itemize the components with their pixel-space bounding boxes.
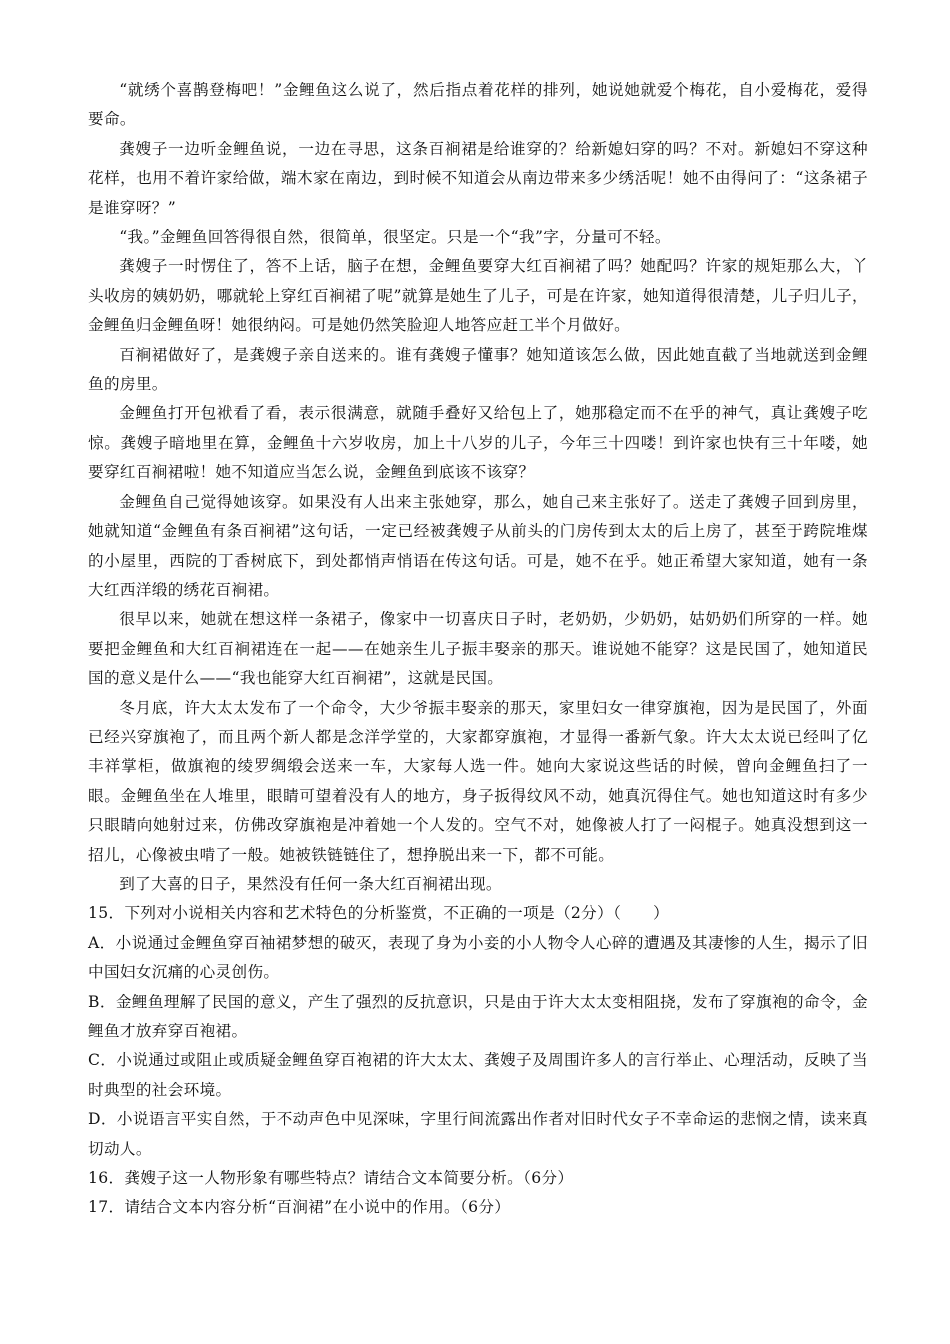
story-paragraph: 很早以来，她就在想这样一条裙子，像家中一切喜庆日子时，老奶奶，少奶奶，姑奶奶们所穿的一样。她要把金鲤鱼和大红百裥裙连在一起——在她亲生儿子振丰娶亲的那天。谁说她不能穿？这是民国了，她知道民国的意义是什么——“我也能穿大红百裥裙”，这就是民国。 [88,610,868,688]
story-paragraph: 龚嫂子一时愣住了，答不上话，脑子在想，金鲤鱼要穿大红百裥裙了吗？她配吗？许家的规矩那么大，丫头收房的姨奶奶，哪就轮上穿红百裥裙了呢”就算是她生了儿子，可是在许家，她知道得很清楚，儿子归儿子，金鲤鱼归金鲤鱼呀！她很纳闷。可是她仍然笑脸迎人地答应赶工半个月做好。 [88,257,868,335]
question-15-option-d: D．小说语言平实自然，于不动声色中见深味，字里行间流露出作者对旧时代女子不幸命运的悲悯之情，读来真切动人。 [88,1110,868,1158]
story-paragraph: 百裥裙做好了，是龚嫂子亲自送来的。谁有龚嫂子懂事？她知道该怎么做，因此她直截了当地就送到金鲤鱼的房里。 [88,345,868,394]
question-15-option-c: C．小说通过或阻止或质疑金鲤鱼穿百袍裙的许大太太、龚嫂子及周围许多人的言行举止、心理活动，反映了当时典型的社会环境。 [88,1051,868,1099]
question-section [88,899,868,1222]
question-15-option-a: A．小说通过金鲤鱼穿百袖裙梦想的破灭，表现了身为小妾的小人物令人心碎的遭遇及其凄惨的人生，揭示了旧中国妇女沉痛的心灵创伤。 [88,933,868,982]
story-paragraph: “我。”金鲤鱼回答得很自然，很简单，很坚定。只是一个“我”字，分量可不轻。 [119,228,671,247]
question-15-stem: 15．下列对小说相关内容和艺术特色的分析鉴赏，不正确的一项是（2分）（ ） [88,904,670,923]
story-paragraph: 金鲤鱼打开包袱看了看，表示很满意，就随手叠好又给包上了，她那稳定而不在乎的神气，真让龚嫂子吃惊。龚嫂子暗地里在算，金鲤鱼十六岁收房，加上十八岁的儿子，今年三十四喽！到许家也快有三十年喽，她要穿红百裥裙啦！她不知道应当怎么说，金鲤鱼到底该不该穿？ [88,404,868,482]
question-15-option-b: B．金鲤鱼理解了民国的意义，产生了强烈的反抗意识，只是由于许大太太变相阻挠，发布了穿旗袍的命令，金鲤鱼才放弃穿百袍裙。 [88,992,868,1040]
question-16: 16．龚嫂子这一人物形象有哪些特点？请结合文本简要分析。（6分） [88,1169,574,1188]
question-17: 17．请结合文本内容分析“百涧裙”在小说中的作用。（6分） [88,1198,511,1217]
story-paragraph: 冬月底，许大太太发布了一个命令，大少爷振丰娶亲的那天，家里妇女一律穿旗袍，因为是民国了，外面已经兴穿旗袍了，而且两个新人都是念洋学堂的，大家都穿旗袍，才显得一番新气象。许大太太说已经叫了亿丰祥掌柜，做旗袍的绫罗绸缎会送来一车，大家每人选一件。她向大家说这些话的时候，曾向金鲤鱼扫了一眼。金鲤鱼坐在人堆里，眼睛可望着没有人的地方，身子扳得纹风不动，她真沉得住气。她也知道这时有多少只眼睛向她射过来，仿佛改穿旗袍是冲着她一个人发的。空气不对，她像被人打了一闷棍子。她真没想到这一招儿，心像被虫啃了一般。她被铁链链住了，想挣脱出来一下，都不可能。 [88,698,868,864]
exam-page [88,76,868,1223]
story-paragraph: 龚嫂子一边听金鲤鱼说，一边在寻思，这条百裥裙是给谁穿的？给新媳妇穿的吗？不对。新媳妇不穿这种花样，也用不着许家给做，端木家在南边，到时候不知道会从南边带来多少绣活呢！她不由得问了：“这条裙子是谁穿呀？” [88,139,868,217]
story-text [88,76,868,899]
story-paragraph: “就绣个喜鹊登梅吧！”金鲤鱼这么说了，然后指点着花样的排列，她说她就爱个梅花，自小爱梅花，爱得要命。 [88,81,868,129]
story-paragraph: 金鲤鱼自己觉得她该穿。如果没有人出来主张她穿，那么，她自己来主张好了。送走了龚嫂子回到房里，她就知道“金鲤鱼有条百裥裙”这句话，一定已经被龚嫂子从前头的门房传到太太的后上房了，甚至于跨院堆煤的小屋里，西院的丁香树底下，到处都悄声悄语在传这句话。可是，她不在乎。她正希望大家知道，她有一条大红西洋缎的绣花百裥裙。 [88,492,868,599]
story-paragraph: 到了大喜的日子，果然没有任何一条大红百裥裙出现。 [119,874,502,893]
